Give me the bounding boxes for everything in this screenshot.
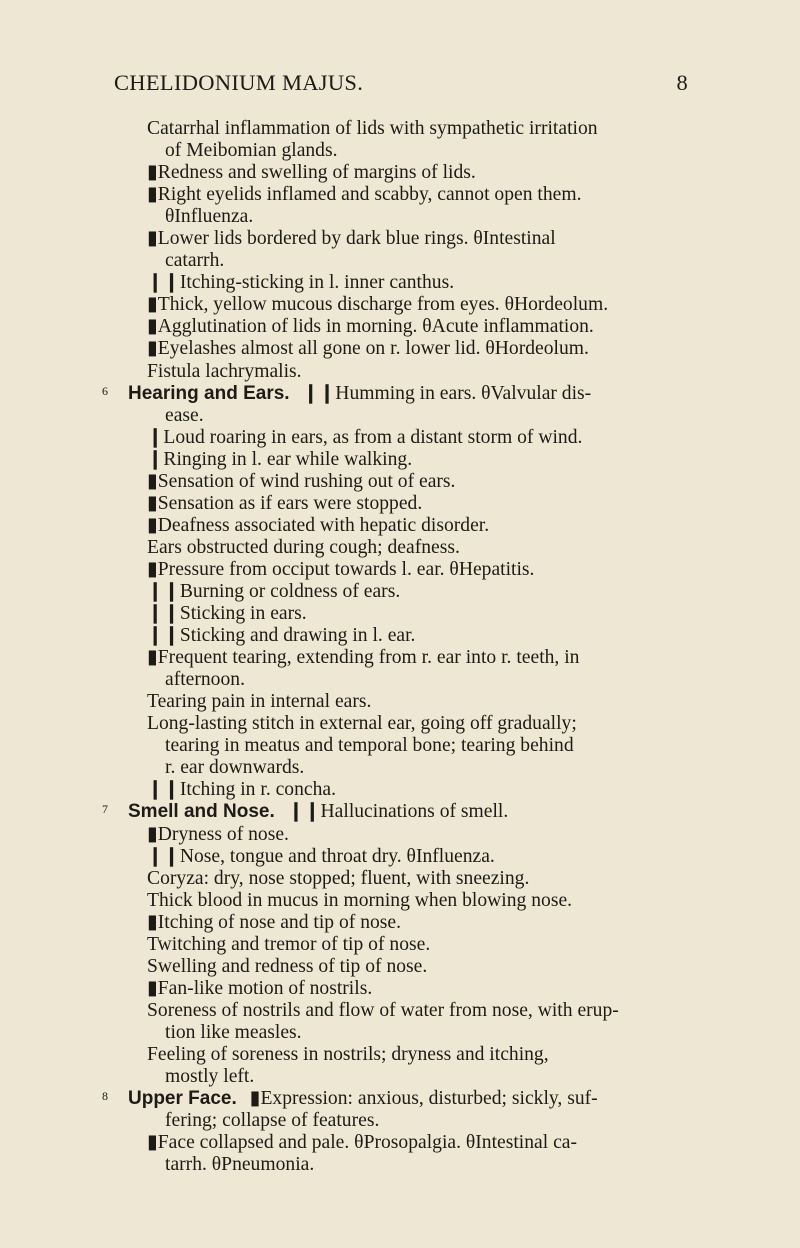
text-line: ❙❙Itching-sticking in l. inner canthus. bbox=[147, 272, 455, 294]
text-line: ❙❙Sticking in ears. bbox=[147, 603, 307, 625]
text-line: ❙❙Nose, tongue and throat dry. θInfluenza. bbox=[147, 845, 495, 867]
text-line: ▮Deafness associated with hepatic disorder. bbox=[147, 514, 490, 536]
text-line: ❙Loud roaring in ears, as from a distant storm of wind. bbox=[147, 426, 583, 448]
text-line: ▮Pressure from occiput towards l. ear. θHepatitis. bbox=[147, 558, 535, 580]
text-line: ▮Dryness of nose. bbox=[147, 823, 289, 845]
page-number: 8 bbox=[676, 70, 688, 95]
section-number: 7 bbox=[102, 802, 108, 817]
text-line: afternoon. bbox=[165, 669, 245, 691]
text-line: ❙❙Humming in ears. θValvular dis- bbox=[302, 382, 592, 404]
text-line: ▮Itching of nose and tip of nose. bbox=[147, 911, 402, 933]
section-heading-line bbox=[102, 382, 698, 405]
text-line: Long-lasting stitch in external ear, going off gradually; bbox=[147, 713, 577, 735]
text-line: ▮Sensation as if ears were stopped. bbox=[147, 492, 423, 514]
text-line: Twitching and tremor of tip of nose. bbox=[147, 933, 431, 955]
section-number: 6 bbox=[102, 383, 108, 398]
text-line: ▮Right eyelids inflamed and scabby, cannot open them. bbox=[147, 184, 582, 206]
text-line: ▮Frequent tearing, extending from r. ear into r. teeth, in bbox=[147, 647, 580, 669]
text-line: ❙❙Hallucinations of smell. bbox=[287, 801, 509, 823]
text-line: of Meibomian glands. bbox=[165, 140, 338, 162]
text-line: catarrh. bbox=[165, 250, 225, 272]
text-line: ease. bbox=[165, 404, 204, 426]
text-line: Tearing pain in internal ears. bbox=[147, 691, 372, 713]
section-title: Hearing and Ears. bbox=[128, 382, 290, 404]
text-line: Ears obstructed during cough; deafness. bbox=[147, 536, 460, 558]
text-line: ❙❙Burning or coldness of ears. bbox=[147, 580, 401, 602]
text-line: ▮Sensation of wind rushing out of ears. bbox=[147, 470, 456, 492]
text-line: fering; collapse of features. bbox=[165, 1110, 380, 1132]
text-line: tarrh. θPneumonia. bbox=[165, 1154, 315, 1176]
text-line: ❙❙Sticking and drawing in l. ear. bbox=[147, 625, 416, 647]
text-line: ▮Expression: anxious, disturbed; sickly, suf- bbox=[249, 1088, 598, 1110]
text-line: ❙Ringing in l. ear while walking. bbox=[147, 448, 413, 470]
page-body bbox=[102, 118, 698, 1176]
section-title: Upper Face. bbox=[128, 1088, 237, 1110]
text-line: tion like measles. bbox=[165, 1021, 302, 1043]
text-line: θInfluenza. bbox=[165, 206, 254, 228]
text-line: ▮Fan-like motion of nostrils. bbox=[147, 977, 373, 999]
text-line: Swelling and redness of tip of nose. bbox=[147, 955, 428, 977]
text-line: mostly left. bbox=[165, 1066, 255, 1088]
text-line: ▮Eyelashes almost all gone on r. lower lid. θHordeolum. bbox=[147, 338, 589, 360]
section-title: Smell and Nose. bbox=[128, 801, 275, 823]
text-line: r. ear downwards. bbox=[165, 757, 305, 779]
text-line: Fistula lachrymalis. bbox=[147, 360, 302, 382]
text-line: ❙❙Itching in r. concha. bbox=[147, 779, 336, 801]
text-line: Thick blood in mucus in morning when blowing nose. bbox=[147, 889, 573, 911]
text-line: Coryza: dry, nose stopped; fluent, with sneezing. bbox=[147, 867, 530, 889]
text-line: Feeling of soreness in nostrils; dryness and itching, bbox=[147, 1043, 549, 1065]
text-line: ▮Agglutination of lids in morning. θAcute inflammation. bbox=[147, 316, 594, 338]
text-line: ▮Face collapsed and pale. θProsopalgia. θIntestinal ca- bbox=[147, 1132, 577, 1154]
section-number: 8 bbox=[102, 1089, 108, 1104]
text-line: ▮Thick, yellow mucous discharge from eyes. θHordeolum. bbox=[147, 294, 609, 316]
text-line: Catarrhal inflammation of lids with sympathetic irritation bbox=[147, 118, 598, 139]
text-line: tearing in meatus and temporal bone; tearing behind bbox=[165, 735, 574, 757]
text-line: ▮Lower lids bordered by dark blue rings. θIntestinal bbox=[147, 228, 556, 250]
running-header bbox=[114, 70, 688, 96]
section-heading-line bbox=[102, 801, 698, 823]
text-line: Soreness of nostrils and flow of water from nose, with erup- bbox=[147, 999, 619, 1021]
running-title: CHELIDONIUM MAJUS. bbox=[114, 70, 364, 95]
text-line: ▮Redness and swelling of margins of lids. bbox=[147, 162, 476, 184]
section-heading-line bbox=[102, 1088, 698, 1110]
